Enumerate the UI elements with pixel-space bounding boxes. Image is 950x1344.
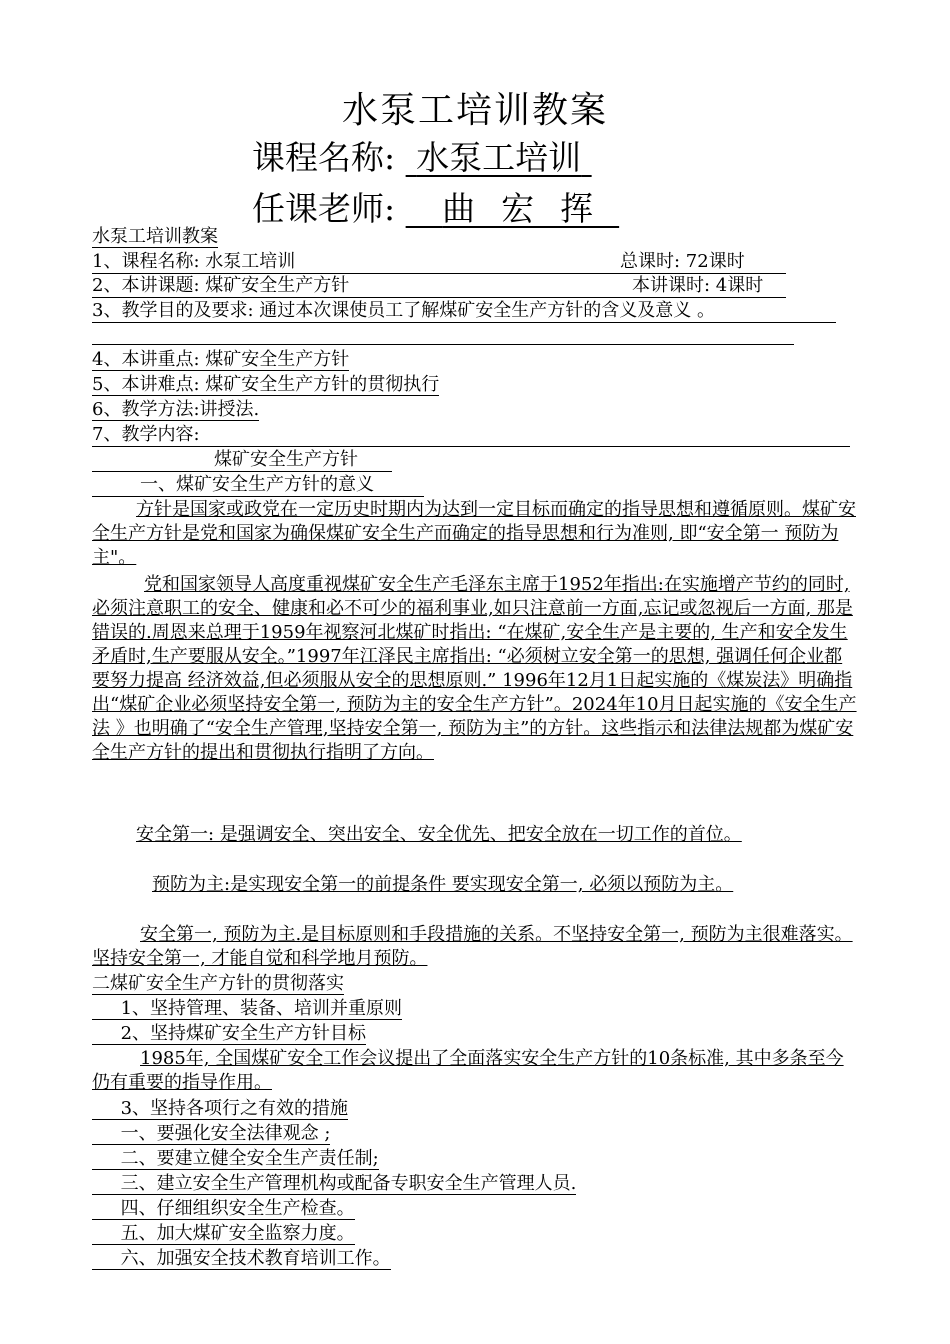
measure-sub-4: 四、仔细组织安全生产检查。 <box>92 1197 355 1221</box>
teacher-label: 任课老师: <box>252 189 396 228</box>
doc-title-line: 水泵工培训教案 <box>92 226 218 247</box>
paragraph-relation: 安全第一, 预防为主.是目标原则和手段措施的关系。不坚持安全第一, 预防为主很难落实。坚持安全第一, 才能自觉和科学地月预防。 <box>92 924 853 969</box>
paragraph-1985: 1985年, 全国煤矿安全工作会议提出了全面落实安全生产方针的10条标准, 其中多条至今仍有重要的指导作用。 <box>92 1048 844 1093</box>
underline-rule <box>92 446 850 447</box>
difficulty-line: 5、本讲难点: 煤矿安全生产方针的贯彻执行 <box>92 374 440 395</box>
course-label: 课程名称: <box>252 138 396 177</box>
topic-line: 2、本讲课题: 煤矿安全生产方针 <box>92 275 350 296</box>
underline-rule <box>92 496 424 497</box>
content-line: 7、教学内容: <box>92 424 200 445</box>
paragraph-safety-first: 安全第一: 是强调安全、突出安全、安全优先、把安全放在一切工作的首位。 <box>136 824 742 845</box>
course-name-line <box>252 132 592 179</box>
section-title: 煤矿安全生产方针 <box>214 449 358 470</box>
teacher-value: 曲宏挥 <box>442 189 620 228</box>
measure-sub-2: 二、要建立健全安全生产责任制; <box>92 1147 379 1171</box>
section-1-title: 一、煤矿安全生产方针的意义 <box>140 474 374 495</box>
teacher-line <box>252 183 619 230</box>
lesson-hours: 本讲课时: 4课时 <box>632 275 764 296</box>
measure-item-1: 1、坚持管理、装备、培训并重原则 <box>92 997 402 1021</box>
goal-line: 3、教学目的及要求: 通过本次课使员工了解煤矿安全生产方针的含义及意义 。 <box>92 300 715 321</box>
course-info-line: 1、课程名称: 水泵工培训 <box>92 251 296 272</box>
measure-item-3: 3、坚持各项行之有效的措施 <box>92 1097 348 1121</box>
focus-line: 4、本讲重点: 煤矿安全生产方针 <box>92 349 350 370</box>
measure-item-2: 2、坚持煤矿安全生产方针目标 <box>92 1022 366 1046</box>
measure-sub-3: 三、建立安全生产管理机构或配备专职安全生产管理人员. <box>92 1172 576 1196</box>
section-2-title: 二煤矿安全生产方针的贯彻落实 <box>92 973 344 994</box>
underline-rule <box>92 344 794 345</box>
course-value: 水泵工培训 <box>416 138 582 177</box>
measure-sub-6: 六、加强安全技术教育培训工作。 <box>92 1247 391 1271</box>
measure-sub-5: 五、加大煤矿安全监察力度。 <box>92 1222 355 1246</box>
measure-sub-1: 一、要强化安全法律观念 ; <box>92 1122 330 1146</box>
total-hours: 总课时: 72课时 <box>620 251 745 272</box>
paragraph-definition: 方针是国家或政党在一定历史时期内为达到一定目标而确定的指导思想和遵循原则。煤矿安全生产方针是党和国家为确保煤矿安全生产而确定的指导思想和行为准则, 即“安全第一 预防为主"。 <box>92 499 856 568</box>
underline-rule <box>92 322 836 323</box>
paragraph-prevention: 预防为主:是实现安全第一的前提条件 要实现安全第一, 必须以预防为主。 <box>152 874 734 895</box>
method-line: 6、教学方法:讲授法. <box>92 399 260 420</box>
underline-rule <box>92 471 392 472</box>
page-title: 水泵工培训教案 <box>341 90 608 131</box>
paragraph-history: 党和国家领导人高度重视煤矿安全生产毛泽东主席于1952年指出:在实施增产节约的同时, 必须注意职工的安全、健康和必不可少的福利事业,如只注意前一方面,忘记或忽视后一方面, 那是错误的.周恩来总理于1959年视察河北煤矿时指出: “在煤矿,安全生产是主要的, 生产和安全发生矛盾时,生产要服从安全。”1997年江泽民主席指出: “必须树立安全第一的思想, 强调任何企业都要努力提高 经济效益,但必须服从安全的思想原则.” 1996年12月1日起实施的《煤炭法》明确指出“煤矿企业必须坚持安全第一, 预防为主的安全生产方针”。2024年10月日起实施的《安全生产法 》也明确了“安全生产管理,坚持安全第一, 预防为主”的方针。这些指示和法律法规都为煤矿安全生产方针的提出和贯彻执行指明了方向。 <box>92 574 857 763</box>
